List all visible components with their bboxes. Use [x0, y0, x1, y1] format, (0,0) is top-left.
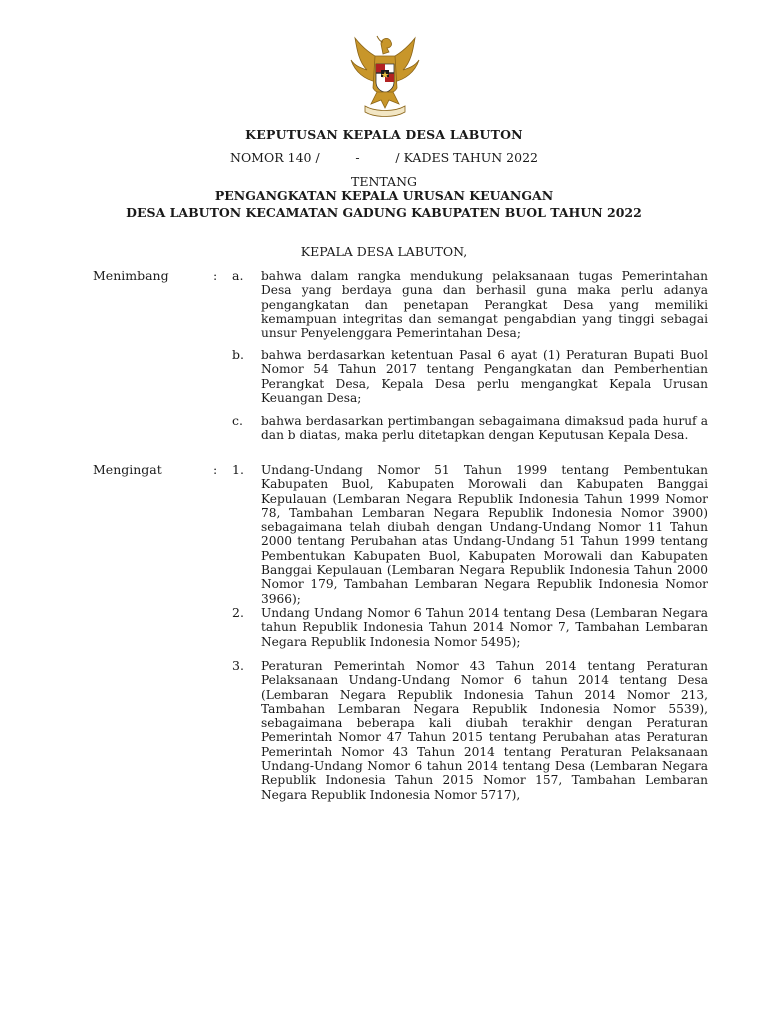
menimbang-item-text: bahwa dalam rangka mendukung pelaksanaan tugas Pemerintahan Desa yang berdaya guna dan berhasil guna maka perlu adanya pengangkatan dan penetapan Perangkat Desa yang memiliki kemampuan integritas dan semangat pengabdian yang tinggi sebagai unsur Penyelenggara Pemerintahan Desa; [261, 269, 708, 341]
menimbang-item-mark: c. [232, 413, 243, 428]
subject-line-2: DESA LABUTON KECAMATAN GADUNG KABUPATEN BUOL TAHUN 2022 [126, 205, 642, 220]
mengingat-item-text: Peraturan Pemerintah Nomor 43 Tahun 2014 tentang Peraturan Pelaksanaan Undang-Undang Nomor 6 tahun 2014 tentang Desa (Lembaran Negara Republik Indonesia Tahun 2014 Nomor 213, Tambahan Lembaran Negara Republik Indonesia Nomor 5539), sebagaimana beberapa kali diubah terakhir dengan Peraturan Pemerintah Nomor 47 Tahun 2015 tentang Perubahan atas Peraturan Pemerintah Nomor 43 Tahun 2014 tentang Peraturan Pelaksanaan Undang-Undang Nomor 6 tahun 2014 tentang Desa (Lembaran Negara Republik Indonesia Tahun 2015 Nomor 157, Tambahan Lembaran Negara Republik Indonesia Nomor 5717), [261, 659, 708, 802]
menimbang-label: Menimbang [93, 268, 169, 283]
menimbang-item-text: bahwa berdasarkan ketentuan Pasal 6 ayat (1) Peraturan Bupati Buol Nomor 54 Tahun 2017 tentang Pengangkatan dan Pemberhentian Perangkat Desa, Kepala Desa perlu mengangkat Kepala Urusan Keuangan Desa; [261, 348, 708, 405]
authority-line: KEPALA DESA LABUTON, [300, 244, 468, 259]
menimbang-item-text: bahwa berdasarkan pertimbangan sebagaimana dimaksud pada huruf a dan b diatas, maka perlu ditetapkan dengan Keputusan Kepala Desa. [261, 414, 708, 443]
mengingat-item-text: Undang Undang Nomor 6 Tahun 2014 tentang Desa (Lembaran Negara tahun Republik Indonesia Tahun 2014 Nomor 7, Tambahan Lembaran Negara Republik Indonesia Nomor 5495); [261, 606, 708, 649]
menimbang-colon: : [213, 268, 218, 283]
mengingat-colon: : [213, 462, 218, 477]
tentang-heading: TENTANG [350, 174, 417, 189]
garuda-emblem-icon [347, 30, 423, 122]
decree-number: NOMOR 140 / - / KADES TAHUN 2022 [230, 150, 538, 165]
mengingat-item-mark: 3. [232, 658, 244, 673]
mengingat-label: Mengingat [93, 462, 162, 477]
mengingat-item-mark: 2. [232, 605, 244, 620]
mengingat-item-mark: 1. [232, 462, 244, 477]
mengingat-item-text: Undang-Undang Nomor 51 Tahun 1999 tentang Pembentukan Kabupaten Buol, Kabupaten Morowali dan Kabupaten Banggai Kepulauan (Lembaran Negara Republik Indonesia Tahun 1999 Nomor 78, Tambahan Lembaran Negara Republik Indonesia Nomor 3900) sebagaimana telah diubah dengan Undang-Undang Nomor 11 Tahun 2000 tentang Perubahan atas Undang-Undang 51 Tahun 1999 tentang Pembentukan Kabupaten Buol, Kabupaten Morowali dan Kabupaten Banggai Kepulauan (Lembaran Negara Republik Indonesia Tahun 2000 Nomor 179, Tambahan Lembaran Negara Republik Indonesia Nomor 3966); [261, 463, 708, 606]
menimbang-item-mark: b. [232, 347, 244, 362]
decree-title: KEPUTUSAN KEPALA DESA LABUTON [245, 127, 523, 142]
menimbang-item-mark: a. [232, 268, 244, 283]
subject-line-1: PENGANGKATAN KEPALA URUSAN KEUANGAN [214, 188, 554, 203]
